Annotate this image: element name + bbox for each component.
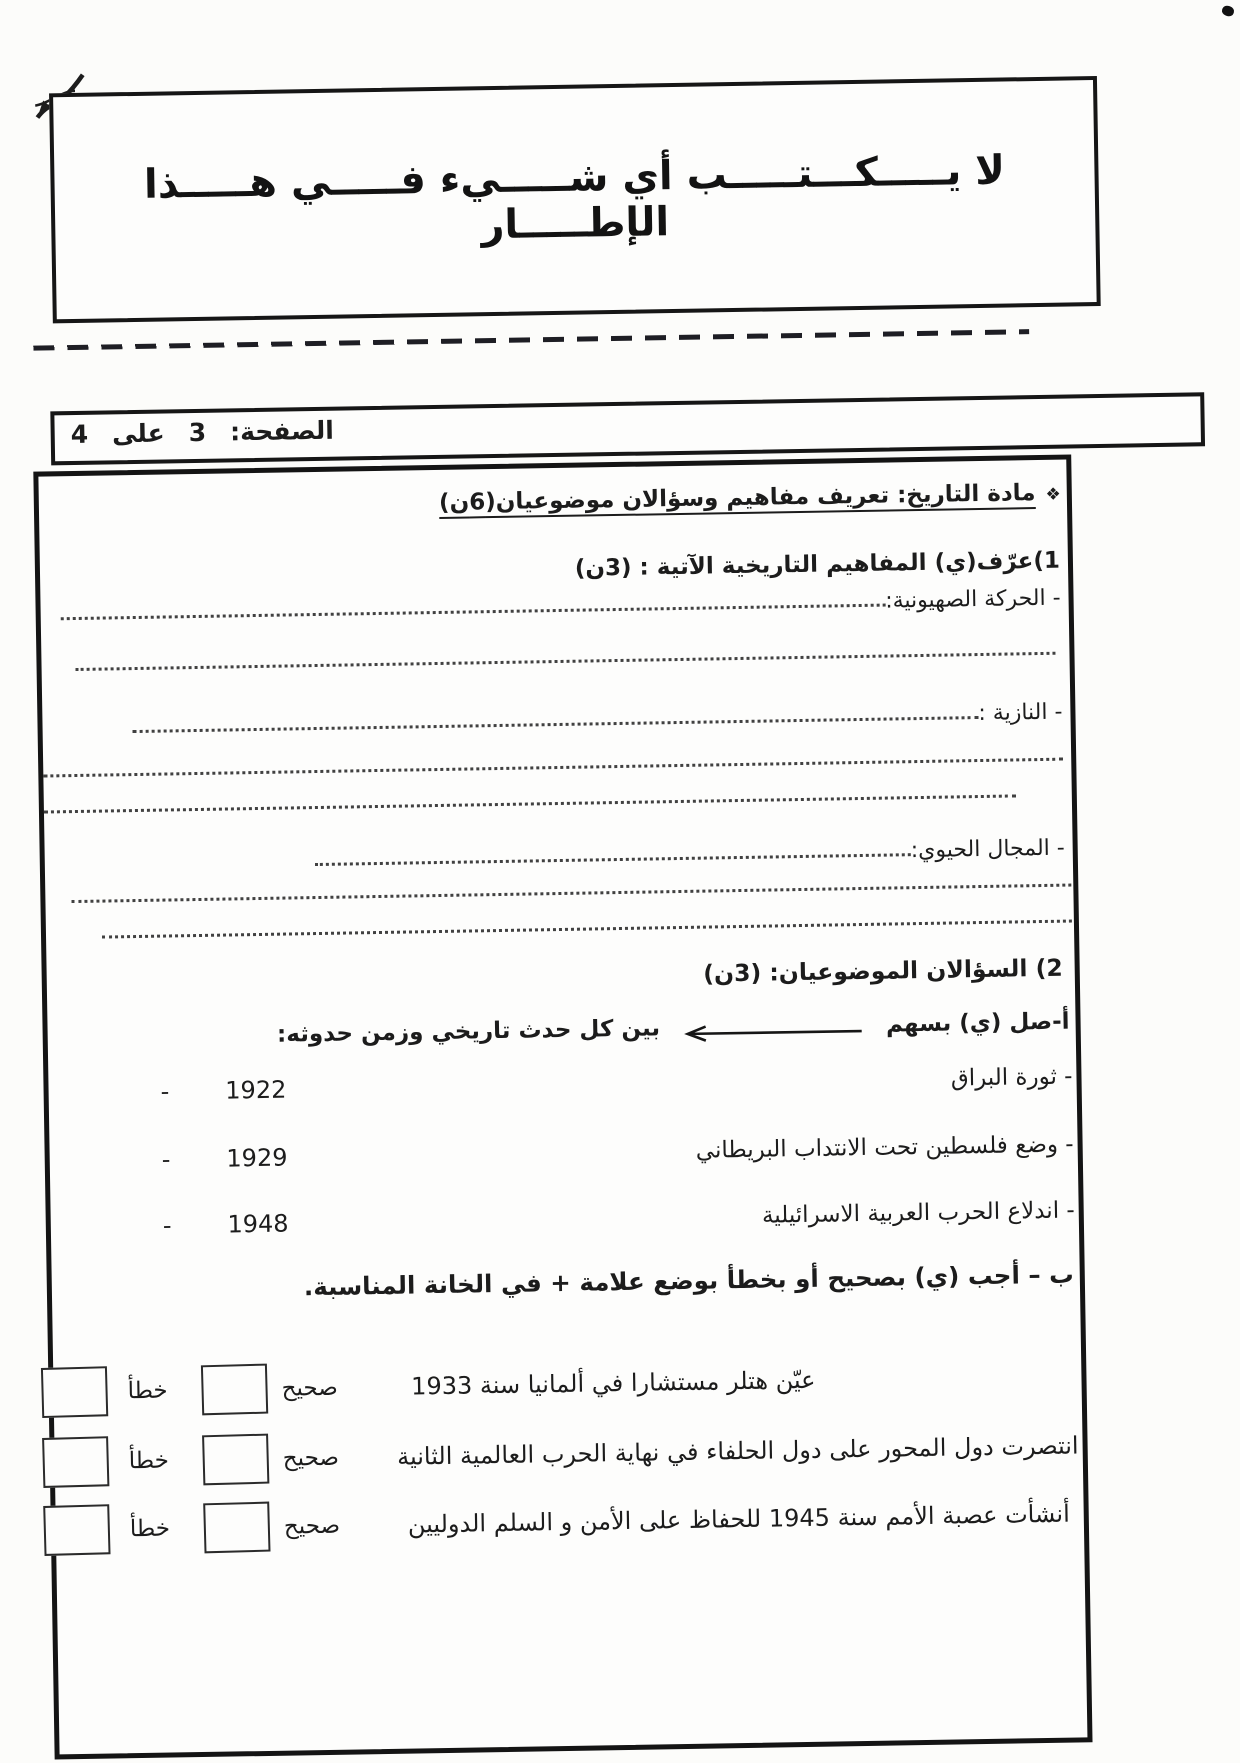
section-header [439, 480, 1061, 516]
answer-dotted-line[interactable] [102, 920, 1072, 939]
page-total: 4 [70, 419, 89, 450]
match-event[interactable]: - ثورة البراق [950, 1063, 1073, 1092]
false-label: خطأ [129, 1515, 171, 1543]
match-instruction [57, 1006, 1069, 1055]
match-year[interactable]: 1922 [225, 1075, 287, 1105]
answer-dotted-line[interactable] [71, 884, 1071, 904]
true-false-row [43, 1481, 1080, 1562]
concept-label: - المجال الحيوي: [910, 835, 1065, 864]
match-year[interactable]: 1929 [226, 1143, 288, 1173]
true-false-row [41, 1343, 1078, 1424]
page-label: الصفحة: [229, 415, 335, 447]
answer-dotted-line[interactable] [315, 853, 911, 866]
checkbox-false[interactable] [41, 1366, 108, 1418]
concept-row-nazism [128, 700, 1062, 740]
match-year-group [163, 1210, 289, 1240]
dash-bullet: - [161, 1145, 171, 1174]
false-label: خطأ [128, 1447, 170, 1475]
answer-dotted-line[interactable] [133, 716, 979, 733]
false-label: خطأ [127, 1377, 168, 1405]
concept-label: - النازية : [978, 699, 1063, 727]
match-year-group [160, 1076, 286, 1106]
answer-dotted-line[interactable] [43, 758, 1063, 778]
page-number [70, 416, 334, 449]
section-title: مادة التاريخ: تعريف مفاهيم وسؤالان موضوعيان(6ن) [438, 480, 1036, 516]
no-writing-frame [49, 76, 1101, 323]
match-row [49, 1124, 1074, 1183]
true-false-row [42, 1413, 1079, 1494]
match-event[interactable]: - اندلاع الحرب العربية الاسرائيلية [761, 1197, 1075, 1229]
dashed-cut-line [33, 329, 1029, 351]
match-row [48, 1056, 1073, 1115]
q1-title: 1)عرّف(ي) المفاهيم التاريخية الآتية : (3ن) [574, 547, 1061, 582]
diamond-bullet-icon: ❖ [1045, 484, 1062, 505]
match-year-group [162, 1144, 288, 1174]
tf-statement: أنشأت عصبة الأمم سنة 1945 للحفاظ على الأمن و السلم الدوليين [407, 1499, 1070, 1539]
answer-dotted-line[interactable] [76, 652, 1056, 671]
match-year[interactable]: 1948 [227, 1209, 289, 1239]
answer-dotted-line[interactable] [44, 794, 1016, 813]
true-label: صحيح [283, 1512, 341, 1540]
match-row [51, 1190, 1076, 1249]
checkbox-true[interactable] [201, 1364, 268, 1416]
tf-statement: انتصرت دول المحور على دول الحلفاء في نهاية الحرب العالمية الثانية [396, 1431, 1079, 1471]
no-writing-notice: لا يـــــكـــتـــــب أي شـــــيء فـــــي هـــــذا الإطـــــار [143, 147, 1006, 249]
true-label: صحيح [282, 1444, 340, 1472]
concept-row-zionism [56, 586, 1060, 628]
match-arrow-icon [682, 1021, 864, 1044]
checkbox-false[interactable] [42, 1436, 109, 1488]
concept-label: - الحركة الصهيونية: [885, 585, 1061, 614]
answer-dotted-line[interactable] [61, 604, 886, 621]
match-instruction-tail: بين كل حدث تاريخي وزمن حدوثه: [276, 1015, 661, 1048]
page-of-word: على [111, 418, 165, 449]
match-event[interactable]: - وضع فلسطين تحت الانتداب البريطاني [695, 1131, 1074, 1164]
part-b-title: ب – أجب (ي) بصحيح أو بخطأ بوضع علامة + في الخانة المناسبة. [303, 1259, 1075, 1302]
checkbox-true[interactable] [203, 1502, 270, 1554]
true-label: صحيح [281, 1374, 339, 1402]
tf-statement: عيّن هتلر مستشارا في ألمانيا سنة 1933 [410, 1365, 816, 1401]
concept-row-lebensraum [311, 836, 1065, 873]
checkbox-true[interactable] [202, 1434, 269, 1486]
page-current: 3 [188, 417, 207, 448]
match-instruction-lead: أ-صل (ي) بسهم [885, 1008, 1070, 1038]
dash-bullet: - [160, 1077, 170, 1106]
checkbox-false[interactable] [43, 1504, 110, 1556]
q2-title: 2) السؤالان الموضوعيان: (3ن) [703, 953, 1063, 988]
dash-bullet: - [162, 1211, 172, 1240]
exam-content-frame [33, 454, 1092, 1759]
